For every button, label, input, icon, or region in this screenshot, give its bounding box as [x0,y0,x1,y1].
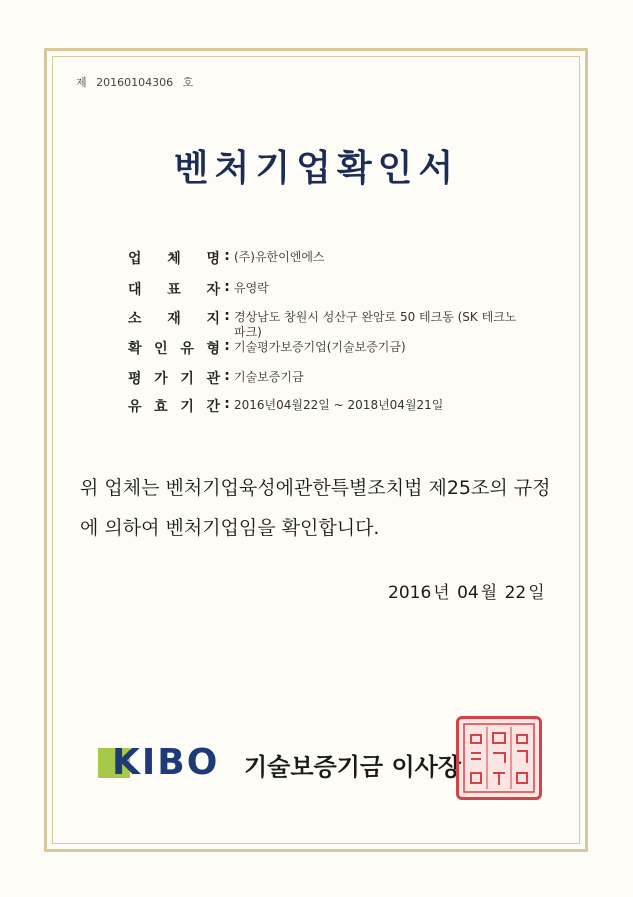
field-label: 업 체 명 [128,251,220,267]
field-row-verification-type: 확 인 유 형 : 기술평가보증기업(기술보증기금) [128,338,524,358]
kibo-logo: KIBO [112,742,220,783]
field-row-address: 소 재 지 : 경상남도 창원시 성산구 완암로 50 테크동 (SK 테크노파크) [128,308,524,340]
field-label: 평 가 기 관 [128,371,220,387]
document-number [76,74,199,90]
doc-number-suffix: 호 [182,76,194,89]
field-label: 유 효 기 간 [128,399,220,415]
field-value-evaluator: 기술보증기금 [234,370,304,384]
field-value-verification-type: 기술평가보증기업(기술보증기금) [234,340,406,354]
field-value-representative: 유영락 [234,281,269,295]
field-value-validity: 2016년04월22일 ~ 2018년04월21일 [234,398,444,412]
field-label: 소 재 지 [128,311,220,327]
field-row-company: 업 체 명 : (주)유한이엔에스 [128,248,524,268]
confirmation-statement: 위 업체는 벤처기업육성에관한특별조치법 제25조의 규정에 의하여 벤처기업임을 확인합니다. [80,477,551,539]
field-row-representative: 대 표 자 : 유영락 [128,279,524,299]
issue-date: 2016 년 04 월 22 일 [388,583,545,603]
field-label: 대 표 자 [128,282,220,298]
field-label: 확 인 유 형 [128,341,220,357]
field-value-company: (주)유한이엔에스 [234,250,325,264]
field-value-address: 경상남도 창원시 성산구 완암로 50 테크동 (SK 테크노파크) [234,310,517,339]
certificate-title: 벤처기업확인서 [173,147,460,189]
field-row-validity: 유 효 기 간 : 2016년04월22일 ~ 2018년04월21일 [128,396,524,416]
official-seal-icon [456,716,542,800]
doc-number-prefix: 제 [76,76,87,89]
doc-number-value: 20160104306 [96,76,174,89]
field-row-evaluator: 평 가 기 관 : 기술보증기금 [128,368,524,388]
issuer-name: 기술보증기금 이사장 [244,753,462,781]
